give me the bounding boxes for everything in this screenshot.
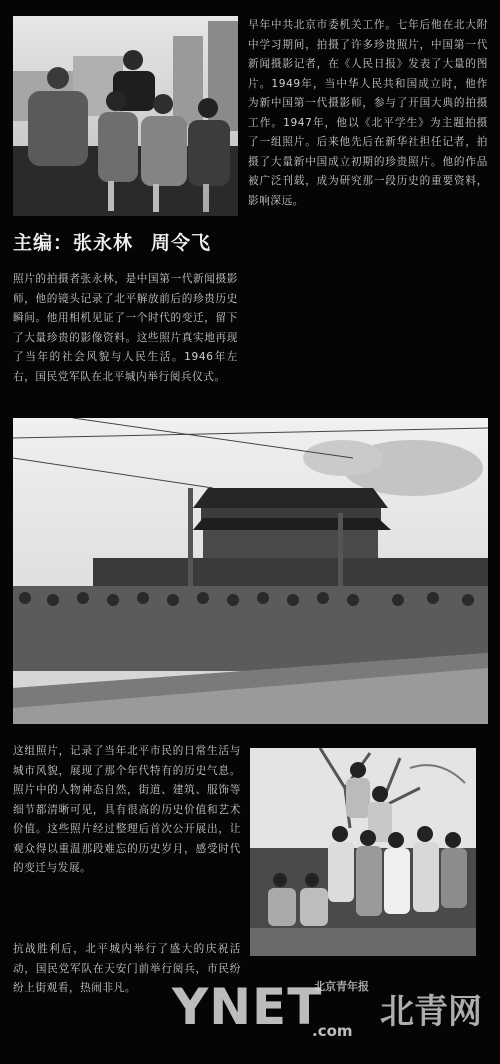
tiananmen-parade-photo	[13, 418, 488, 724]
chief-editor-label: 主编：张永林	[13, 232, 134, 254]
outdoor-group-image	[250, 748, 476, 956]
article-text-top-right: 早年中共北京市委机关工作。七年后他在北大附中学习期间，拍摄了许多珍贵照片，中国第一代新闻摄影记者，在《人民日报》发表了大量的图片。1949年，当中华人民共和国成立时，他作为新中国第一代摄影师，参与了开国大典的拍摄工作。1947年，他以《北平学生》为主题拍摄了一组照片。后来他先后在新华社担任记者，拍摄了大量新中国成立初期的珍贵照片。他的作品被广泛刊载，成为研究那一段历史的重要资料，影响深远。	[248, 19, 488, 207]
watermark-cn: 北青网	[380, 992, 482, 1032]
editors-heading	[13, 228, 229, 255]
article-text-left: 照片的拍摄者张永林，是中国第一代新闻摄影师，他的镜头记录了北平解放前后的珍贵历史瞬间。他用相机见证了一个时代的变迁，留下了大量珍贵的影像资料。这些照片真实地再现了当年的社会风貌与人民生活。1946年左右，国民党军队在北平城内举行阅兵仪式。	[13, 273, 238, 383]
watermark-suffix: .com	[312, 1022, 353, 1040]
group-portrait-photo	[13, 16, 238, 216]
parade-image	[13, 418, 488, 724]
article-text-bottom-left: 这组照片，记录了当年北平市民的日常生活与城市风貌，展现了那个年代特有的历史气息。照片中的人物神态自然，街道、建筑、服饰等细节都清晰可见，具有很高的历史价值和艺术价值。这些照片经过整理后首次公开展出，让观众得以重温那段难忘的历史岁月，感受时代的变迁与发展。	[13, 745, 241, 874]
group-portrait-image	[13, 16, 238, 216]
article-text-bottom-left-2: 抗战胜利后，北平城内举行了盛大的庆祝活动，国民党军队在天安门前举行阅兵，市民纷纷上街观看，热闹非凡。	[13, 943, 241, 994]
chief-editor-second: 周令飞	[151, 232, 212, 254]
watermark-brand: YNET	[172, 978, 323, 1036]
group-outdoor-photo	[250, 748, 476, 956]
watermark-tag: 北京青年报	[314, 980, 369, 993]
